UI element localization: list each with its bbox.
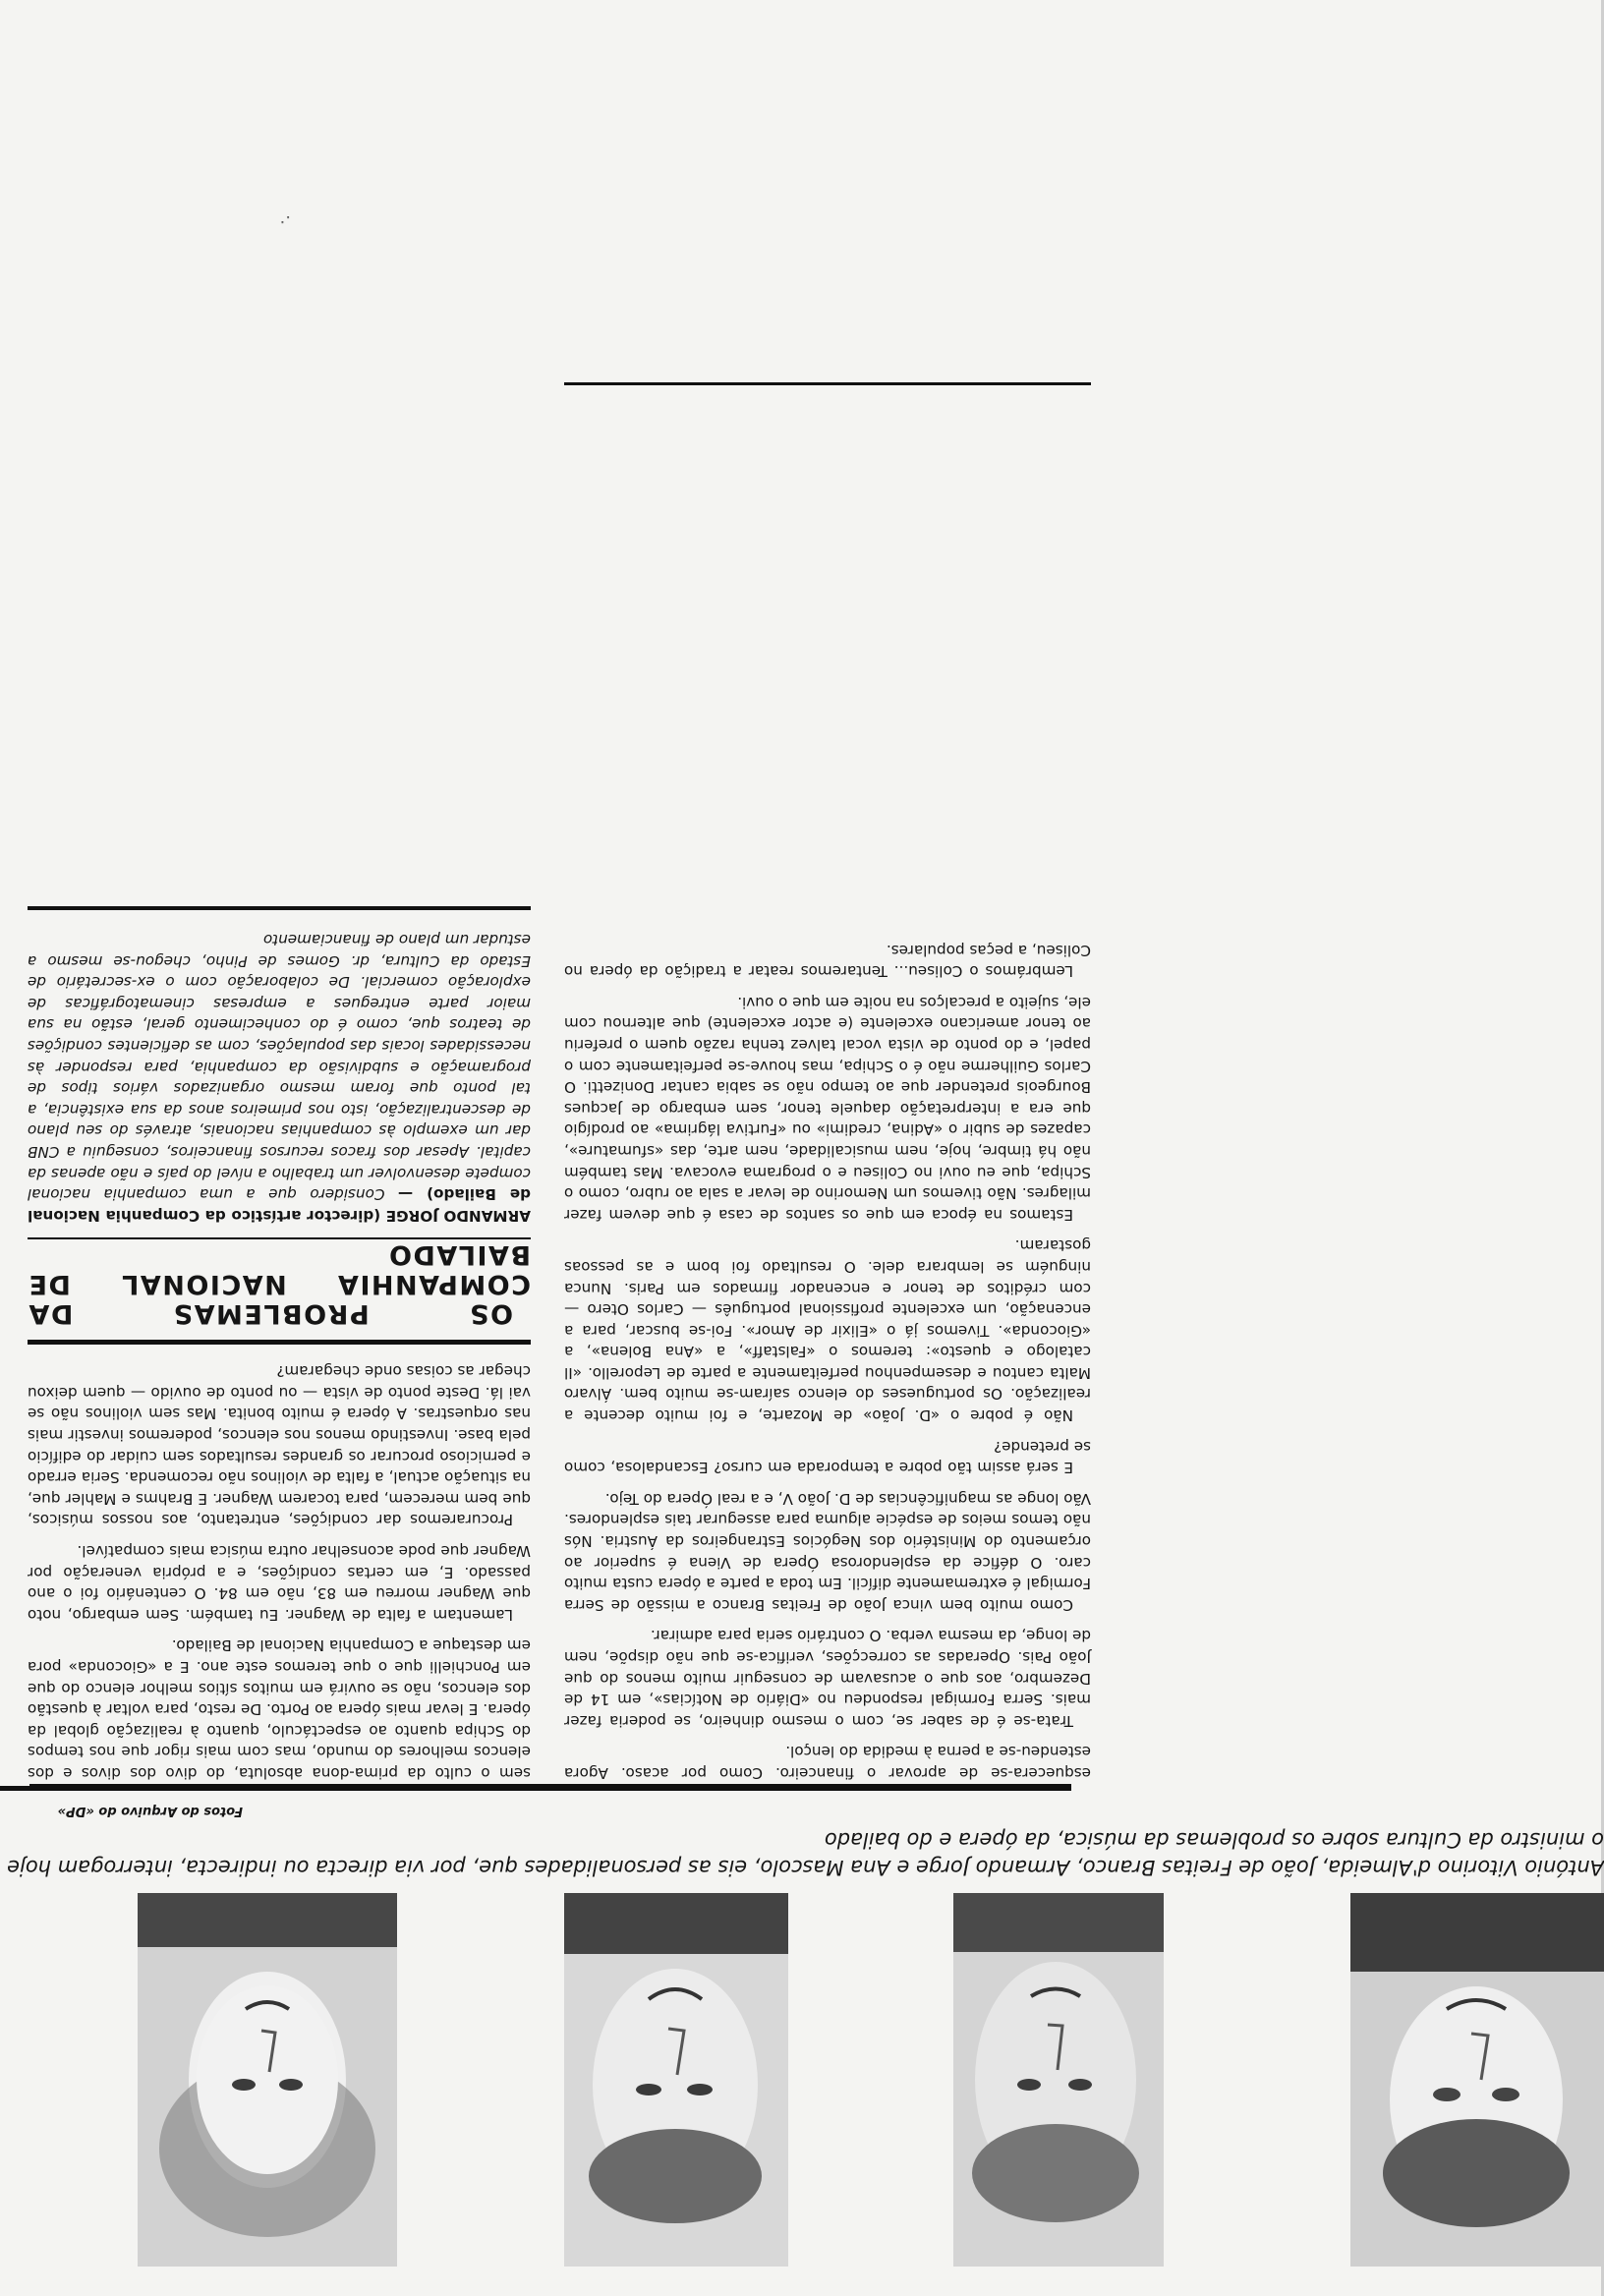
portrait-joao-freitas-branco bbox=[953, 1893, 1164, 2267]
ink-speck: .· bbox=[279, 211, 291, 232]
col2-paragraph: sem o culto da prima-dona absoluta, do divo dos divos e dos elencos melhores do mundo, mas com mais rigor que nos tempos do Schipa quanto ao espectáculo, quanto à realização global da ópera. E levar mais ópera ao Porto. De resto, para voltar à questão dos elencos, não se ouvirá em muitos sítios melhor elenco do que em Ponchielli que o que teremos este ano. E a «Gioconda» pora em destaque a Companhia Nacional de Bailado. bbox=[28, 1636, 531, 1782]
portrait-antonio-vitorino-almeida bbox=[1350, 1893, 1604, 2267]
interview-body: Considero que a uma companhia nacional compete desenvolver um trabalho a nível do país e não apenas da capital. Apesar dos fracos recursos financeiros, conseguiu a CNB dar um exemplo às companhias nacionais, através do seu plano de descentralização, isto nos primeiros anos da sua existência, a tal ponto que foram mesmo organizados vários tipos de programação e subdivisão da companhia, para responder às necessidades locais das populações, com as deficientes condições de teatros que, como é do conhecimento geral, estão na sua maior parte entregues a empresas cinematográficas de exploração comercial. De colaboração com o ex-secretário de Estado da Cultura, dr. Gomes de Pinho, chegou-se mesmo a estudar um plano de financiamento bbox=[27, 931, 531, 1204]
col1-paragraph: Não é pobre o «D. João» de Mozarte, e foi muito decente a realização. Os portugueses do elenco saíram-se muito bem. Álvaro Malta cantou e desempenhou perfeitamente a parte de Leporello. «Il catalogo e questo»: teremos o «Falstaff», a «Ana Bolena», a «Gioconda». Tivemos já o «Elixir de Amor». Foi-se buscar, para a encenação, um excelente profissional português — Carlos Otero — com créditos de tenor e encenador firmados em Paris. Nunca ninguém se lembrara dele. O resultado foi bom e as pessoas gostaram. bbox=[564, 1236, 1091, 1425]
col2-paragraph: Lamentam a falta de Wagner. Eu também. Sem embargo, noto que Wagner morreu em 83, não em 84. O centenário foi o ano passado. E, em certas condições, e a própria veneração por Wagner que pode aconselhar outra música mais compatível. bbox=[28, 1542, 531, 1624]
caption-rule-left bbox=[0, 1786, 533, 1791]
photo-credit: Fotos do Arquivo do «DP» bbox=[57, 1804, 243, 1818]
col1-paragraph: Estamos na época em que os santos de casa é que devem fazer milagres. Não tivemos um Nemorino de levar a sala ao rubro, como o Schipa, que eu ouvi no Coliseu e o programa evocava. Mas também não há timbre, hoje, nem musicalidade, nem arte, das «sfumature», capazes de subir o «Adina, credimi» ou «Furtiva lágrima» ao prodígio que era a interpretação daquele tenor, sem embargo de Jacques Bourgeois pretender que ao tempo não se sabia cantar Donizetti. O Carlos Guilherme não é o Schipa, mas houve-se perfeitamente com o papel, e do ponto de vista vocal talvez tenha razão quem o preferiu ao tenor americano excelente (e actor excelente) que alternou com ele, sujeito a precalços na noite em que o ouvi. bbox=[564, 993, 1091, 1224]
interview-paragraph bbox=[28, 928, 531, 1225]
article-column-2 bbox=[28, 289, 531, 1783]
section-title: OS PROBLEMAS DA COMPANHIA NACIONAL DE BAILADO bbox=[28, 1238, 531, 1329]
section-top-rule bbox=[28, 1340, 531, 1345]
col1-paragraph: esquecera-se de aprovar o financeiro. Como por acaso. Agora estendeu-se a perna à medida do lençol. bbox=[564, 1743, 1091, 1782]
portrait-armando-jorge bbox=[564, 1893, 788, 2267]
portrait-ana-mascolo bbox=[138, 1893, 397, 2267]
col1-paragraph: Trata-se é de saber se, com o mesmo dinheiro, se poderia fazer mais. Serra Formigal respondeu no «Diário de Notícias», em 14 de Dezembro, aos que o acusavam de conseguir muito menos do que João Pais. Operadas as correcções, verifica-se que não dispõe, nem de longe, da mesma verba. O contrário seria para admirar. bbox=[564, 1627, 1091, 1730]
col1-paragraph: Como muito bem vinca João de Freitas Branco a missão de Serra Formigal é extremamente difícil. Em toda a parte a ópera custa muito caro. O défice da esplendorosa Ópera de Viena é superior ao orçamento do Ministério dos Negócios Estrangeiros da Áustria. Nós não temos meios de espécie alguma para assegurar tais esplendores. Vão longe as magnificências de D. João V, e a real Ópera do Tejo. bbox=[564, 1489, 1091, 1614]
col2-end-rule bbox=[28, 906, 531, 910]
col1-paragraph: E será assim tão pobre a temporada em curso? Escandalosa, como se pretende? bbox=[564, 1437, 1091, 1477]
photo-caption: António Vitorino d'Almeida, João de Freitas Branco, Armando Jorge e Ana Mascolo, eis as personalidades que, por via directa ou indirecta, interrogam hoje o ministro da Cultura sobre os problemas da música, da ópera e do bailado bbox=[7, 1828, 1604, 1879]
col2-paragraph: Procuraremos dar condições, entretanto, aos nossos músicos, que bem merecem, para tocarem Wagner. E Brahms e Mahler que, na situação actual, a falta de violinos não recomenda. Seria errado e pernicioso procurar os grandes resultados sem cuidar do edifício pela base. Investindo menos nos elencos, poderemos investir mais nas orquestras. A ópera é muito bonita. Mas sem violinos não se vai lá. Deste ponto de vista — ou ponto de ouvido — quem deixou chegar as coisas onde chegaram? bbox=[28, 1362, 531, 1529]
col1-end-rule bbox=[564, 382, 1091, 385]
interview-lead: ARMANDO JORGE (director artístico da Companhia Nacional de Bailado) — bbox=[28, 1185, 531, 1225]
col1-paragraph: Lembrámos o Coliseu... Tentaremos reatar a tradição da ópera no Coliseu, a peças populares. bbox=[564, 941, 1091, 981]
section-bottom-rule bbox=[28, 1237, 531, 1239]
article-column-1 bbox=[564, 309, 1091, 1783]
